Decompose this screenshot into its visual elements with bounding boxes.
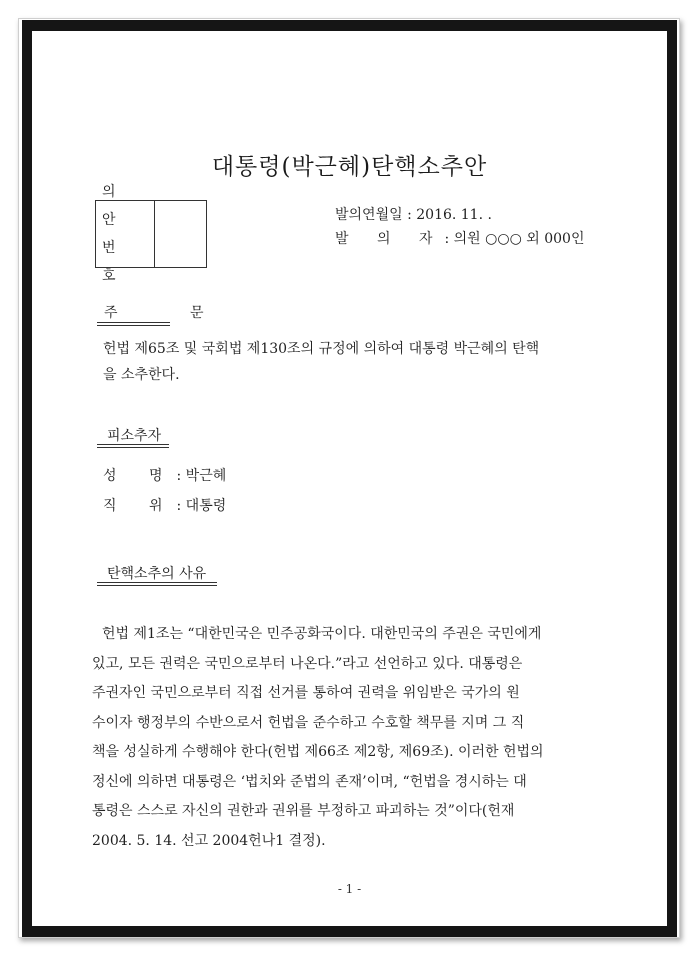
heading-underline — [97, 322, 170, 326]
bottom-border-bar — [22, 926, 677, 937]
name-label: 성 명 — [103, 468, 177, 484]
proposer-value: 의원 ○○○ 외 000인 — [453, 231, 585, 247]
proposal-date-row: 발의연월일 : 2016. 11. . — [335, 207, 492, 223]
paragraph-line: 통령은 스스로 자신의 권한과 권위를 부정하고 파괴하는 것”이다(헌재 — [92, 803, 515, 819]
proposal-date-value: 2016. 11. . — [416, 207, 492, 223]
paragraph-line: 수이자 행정부의 수반으로서 헌법을 준수하고 수호할 책무를 지며 그 직 — [92, 714, 525, 731]
paragraph-line: 주권자인 국민으로부터 직접 선거를 통하여 권력을 위임받은 국가의 원 — [92, 685, 520, 701]
proposer-label: 발 의 자 — [335, 231, 445, 247]
position-label: 직 위 — [103, 498, 177, 514]
respondent-info — [103, 461, 226, 521]
paragraph-line: 을 소추한다. — [103, 367, 180, 383]
paragraph-line: 2004. 5. 14. 선고 2004헌나1 결정). — [92, 832, 326, 849]
section-heading-respondent: 피소추자 — [107, 428, 162, 444]
proposal-meta — [335, 203, 584, 251]
paragraph-line: 헌법 제1조는 “대한민국은 민주공화국이다. 대한민국의 주권은 국민에게 — [102, 626, 542, 642]
jumun-paragraph — [103, 336, 563, 388]
paragraph-line: 헌법 제65조 및 국회법 제130조의 규정에 의하여 대통령 박근혜의 탄핵 — [103, 341, 540, 357]
respondent-position-row: 직 위: 대통령 — [103, 498, 227, 514]
left-border-bar — [22, 20, 32, 937]
section-heading-reason: 탄핵소추의 사유 — [107, 566, 207, 582]
reason-paragraph — [92, 620, 612, 856]
bill-number-value — [155, 201, 206, 267]
proposal-date-label: 발의연월일 — [335, 207, 403, 223]
bill-number-label — [96, 184, 155, 284]
name-value: 박근혜 — [185, 468, 227, 484]
position-value: 대통령 — [185, 498, 227, 514]
respondent-name-row: 성 명: 박근혜 — [103, 468, 227, 484]
right-border-bar — [667, 20, 677, 937]
bill-label-line1: 의 안 — [102, 184, 124, 228]
bill-label-line2: 번 호 — [102, 240, 124, 284]
paragraph-line: 정신에 의하면 대통령은 ‘법치와 준법의 존재’이며, “헌법을 경시하는 대 — [92, 773, 527, 790]
proposer-row: 발 의 자: 의원 ○○○ 외 000인 — [335, 231, 585, 247]
page-number: - 1 - — [337, 882, 362, 896]
top-border-bar — [22, 20, 677, 31]
section-heading-jumun: 주 문 — [104, 305, 238, 321]
document-title: 대통령(박근혜)탄핵소추안 — [211, 154, 488, 180]
heading-underline — [97, 582, 217, 586]
paragraph-line: 책을 성실하게 수행해야 한다(헌법 제66조 제2항, 제69조). 이러한 헌법의 — [92, 744, 544, 760]
bill-number-box — [95, 184, 207, 284]
paragraph-line: 있고, 모든 권력은 국민으로부터 나온다.”라고 선언하고 있다. 대통령은 — [92, 655, 523, 672]
heading-underline — [97, 444, 169, 448]
